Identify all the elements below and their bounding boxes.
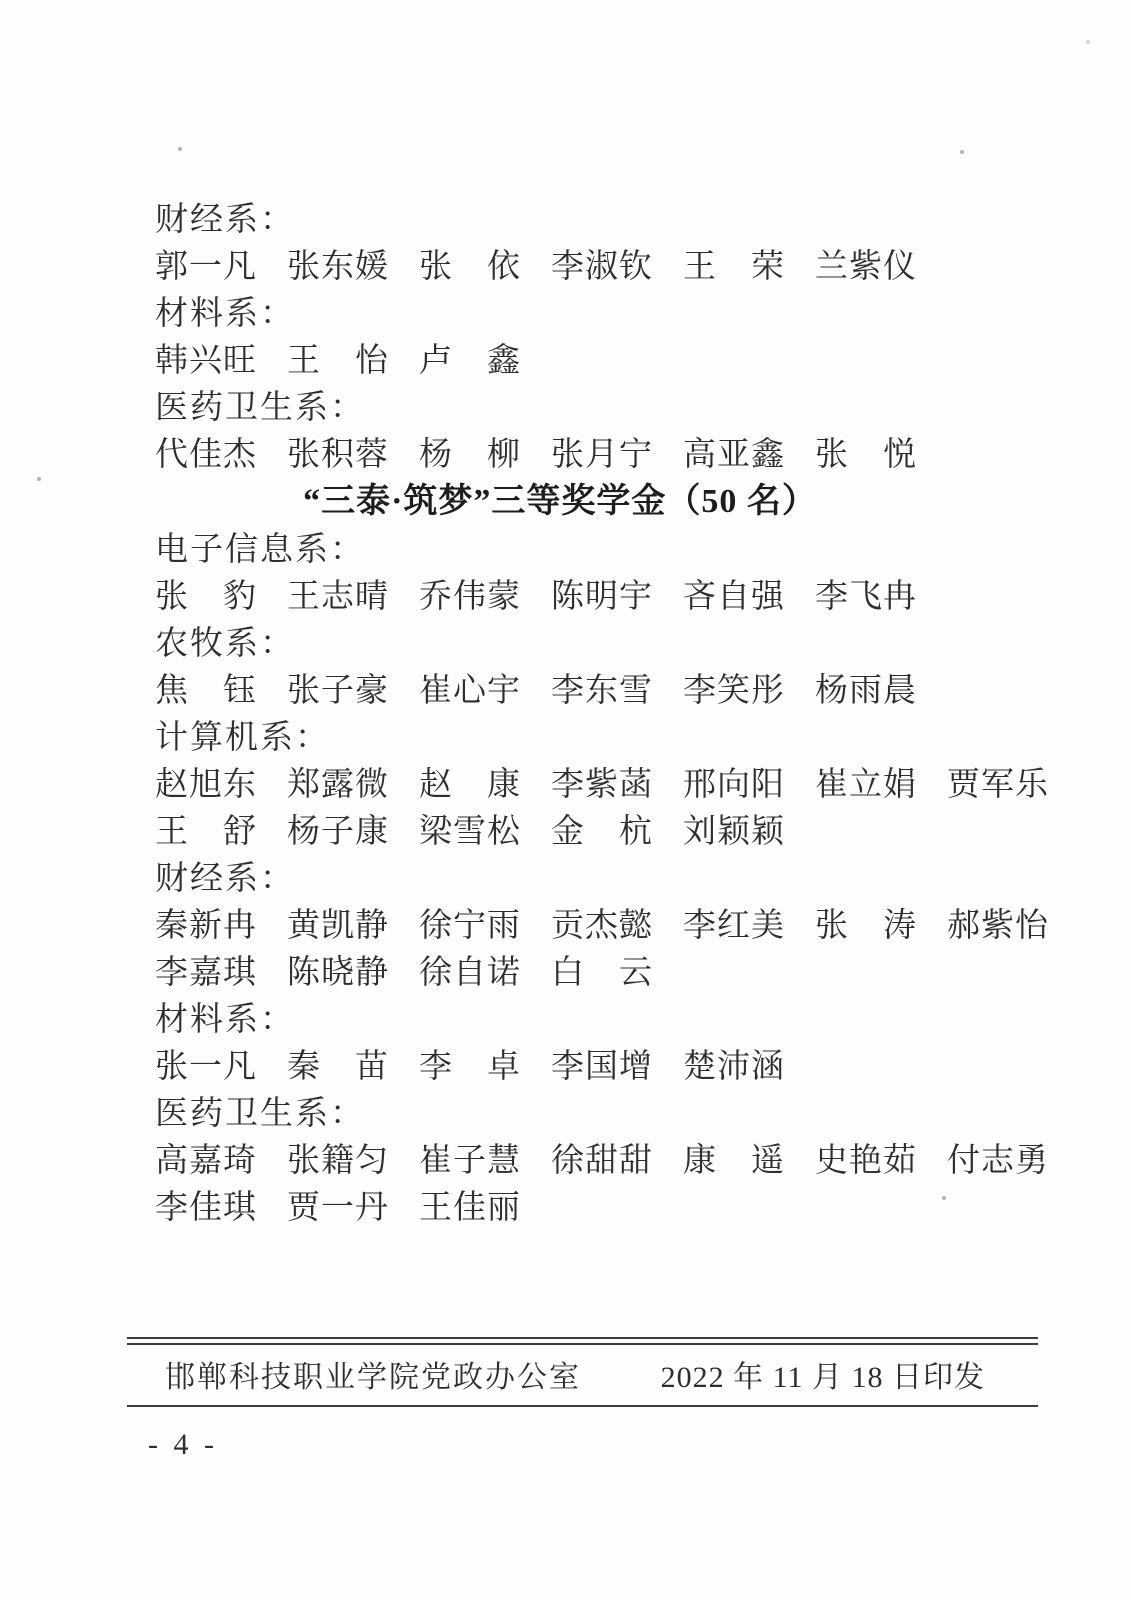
name-row [155,344,985,378]
student-name: 张 豹 [155,579,257,615]
scan-speck [960,150,964,154]
footer [165,1360,985,1396]
student-name: 张东媛 [287,249,389,285]
document-body [155,202,1049,1238]
student-name: 秦新冉 [155,908,257,944]
student-name: 崔心宇 [419,673,521,709]
name-row [155,1143,1049,1179]
department-label: 财经系： [155,202,295,238]
department-label: 材料系： [155,1002,295,1038]
student-name: 李东雪 [551,673,653,709]
student-name: 乔伟蒙 [419,579,521,615]
name-row [155,908,1049,944]
student-name: 崔立娟 [815,767,917,803]
student-name: 焦 钰 [155,673,257,709]
scan-speck [942,1196,946,1200]
student-name: 李飞冉 [815,579,917,615]
student-name: 秦 苗 [287,1049,389,1085]
student-name: 李淑钦 [551,249,653,285]
student-name: 徐甜甜 [551,1143,653,1179]
student-name: 陈明宇 [551,579,653,615]
student-name: 张月宁 [551,437,653,473]
student-name: 王 怡 [287,343,389,379]
student-name: 王佳丽 [419,1190,521,1226]
department-label: 材料系： [155,296,295,332]
student-name: 卢 鑫 [419,343,521,379]
student-name: 崔子慧 [419,1143,521,1179]
page-number: - 4 - [148,1428,218,1461]
name-row [155,1050,985,1084]
department-label: 电子信息系： [155,532,365,568]
name-row [155,815,985,849]
student-name: 贾一丹 [287,1190,389,1226]
department-label: 医药卫生系： [155,390,365,426]
scan-speck [1086,40,1090,44]
student-name: 张积蓉 [287,437,389,473]
name-row [155,674,985,708]
student-name: 刘颖颖 [683,814,785,850]
student-name: 杨雨晨 [815,673,917,709]
scan-speck [178,147,182,151]
student-name: 杨子康 [287,814,389,850]
student-name: 高嘉琦 [155,1143,257,1179]
student-name: 徐自诺 [419,955,521,991]
student-name: 邢向阳 [683,767,785,803]
student-name: 康 遥 [683,1143,785,1179]
student-name: 李嘉琪 [155,955,257,991]
name-row [155,250,985,284]
name-row [155,438,985,472]
student-name: 赵旭东 [155,767,257,803]
name-row [155,956,985,990]
student-name: 张 依 [419,249,521,285]
student-name: 张 悦 [815,437,917,473]
department-label: 农牧系： [155,626,295,662]
student-name: 梁雪松 [419,814,521,850]
student-name: 贡杰懿 [551,908,653,944]
student-name: 郑露微 [287,767,389,803]
student-name: 李红美 [683,908,785,944]
department-label: 计算机系： [155,720,330,756]
student-name: 李 卓 [419,1049,521,1085]
student-name: 张籍匀 [287,1143,389,1179]
student-name: 贾军乐 [947,767,1049,803]
department-label: 医药卫生系： [155,1096,365,1132]
student-name: 王 荣 [683,249,785,285]
name-row [155,1191,985,1225]
student-name: 楚沛涵 [683,1049,785,1085]
scholarship-third-prize-heading: “三泰·筑梦”三等奖学金（50 名） [303,483,817,520]
name-row [155,767,1049,803]
student-name: 杨 柳 [419,437,521,473]
student-name: 高亚鑫 [683,437,785,473]
student-name: 郭一凡 [155,249,257,285]
student-name: 吝自强 [683,579,785,615]
student-name: 代佳杰 [155,437,257,473]
student-name: 史艳茹 [815,1143,917,1179]
footer-rule-top [127,1337,1038,1345]
student-name: 王 舒 [155,814,257,850]
footer-rule-bottom [127,1405,1038,1407]
footer-issuer: 邯郸科技职业学院党政办公室 [165,1361,581,1394]
student-name: 张一凡 [155,1049,257,1085]
student-name: 徐宁雨 [419,908,521,944]
student-name: 黄凯静 [287,908,389,944]
student-name: 郝紫怡 [947,908,1049,944]
student-name: 李佳琪 [155,1190,257,1226]
student-name: 张子豪 [287,673,389,709]
department-label: 财经系： [155,861,295,897]
footer-date: 2022 年 11 月 18 日印发 [660,1361,985,1394]
student-name: 金 杭 [551,814,653,850]
student-name: 白 云 [551,955,653,991]
student-name: 李国增 [551,1049,653,1085]
scan-speck [37,477,41,481]
student-name: 王志晴 [287,579,389,615]
student-name: 陈晓静 [287,955,389,991]
student-name: 付志勇 [947,1143,1049,1179]
student-name: 李笑彤 [683,673,785,709]
student-name: 李紫菡 [551,767,653,803]
student-name: 兰紫仪 [815,249,917,285]
name-row [155,580,985,614]
student-name: 张 涛 [815,908,917,944]
student-name: 韩兴旺 [155,343,257,379]
student-name: 赵 康 [419,767,521,803]
